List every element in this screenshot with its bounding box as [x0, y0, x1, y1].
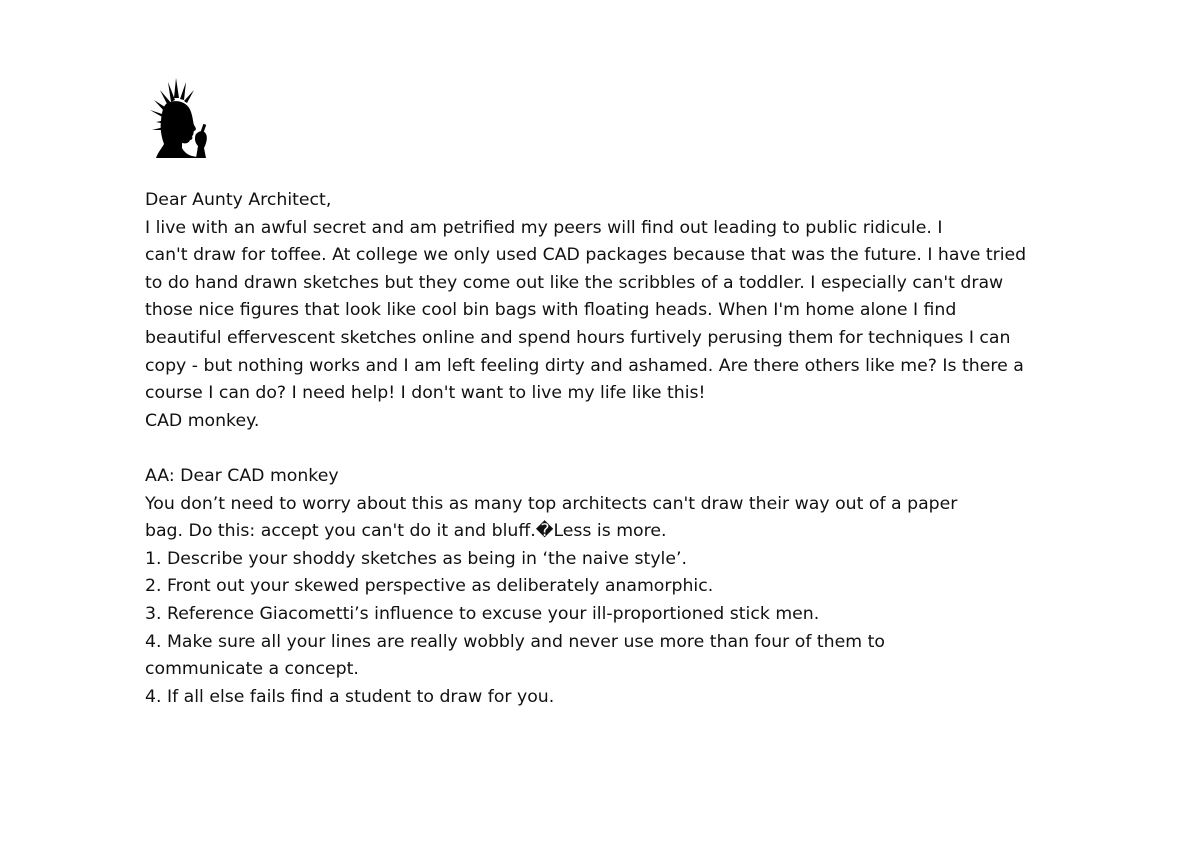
- reply-list-item: 2. Front out your skewed perspective as deliberately anamorphic.: [145, 576, 714, 597]
- letter-line: copy - but nothing works and I am left feeling dirty and ashamed. Are there others like me? Is there a: [145, 355, 1024, 376]
- reply-list-item: 3. Reference Giacometti’s influence to excuse your ill-proportioned stick men.: [145, 603, 820, 624]
- letter-line: beautiful effervescent sketches online and spend hours furtively perusing them for techniques I can: [145, 327, 1011, 348]
- letter-line: course I can do? I need help! I don't want to live my life like this!: [145, 383, 706, 404]
- reply-list-item: 1. Describe your shoddy sketches as being in ‘the naive style’.: [145, 548, 687, 569]
- letter-greeting: Dear Aunty Architect,: [145, 190, 332, 210]
- letter-line: those nice figures that look like cool bin bags with floating heads. When I'm home alone I find: [145, 300, 957, 321]
- paragraph-gap: [145, 435, 1085, 463]
- punk-silhouette-icon: [146, 78, 218, 160]
- reply-list-item: communicate a concept.: [145, 659, 359, 680]
- reply-line: bag. Do this: accept you can't do it and bluff.�Less is more.: [145, 521, 667, 542]
- letter-signoff: CAD monkey.: [145, 410, 260, 431]
- reply-list-item: 4. Make sure all your lines are really wobbly and never use more than four of them to: [145, 631, 885, 652]
- letter-line: I live with an awful secret and am petrified my peers will find out leading to public ridicule. I: [145, 217, 943, 238]
- reply-heading: AA: Dear CAD monkey: [145, 465, 339, 486]
- agony-aunt-letter: [145, 187, 1085, 711]
- reply-line: You don’t need to worry about this as many top architects can't draw their way out of a paper: [145, 493, 958, 514]
- reply-list-item: 4. If all else fails find a student to draw for you.: [145, 686, 555, 707]
- letter-line: can't draw for toffee. At college we only used CAD packages because that was the future. I have tried: [145, 245, 1027, 266]
- letter-line: to do hand drawn sketches but they come out like the scribbles of a toddler. I especially can't draw: [145, 272, 1004, 293]
